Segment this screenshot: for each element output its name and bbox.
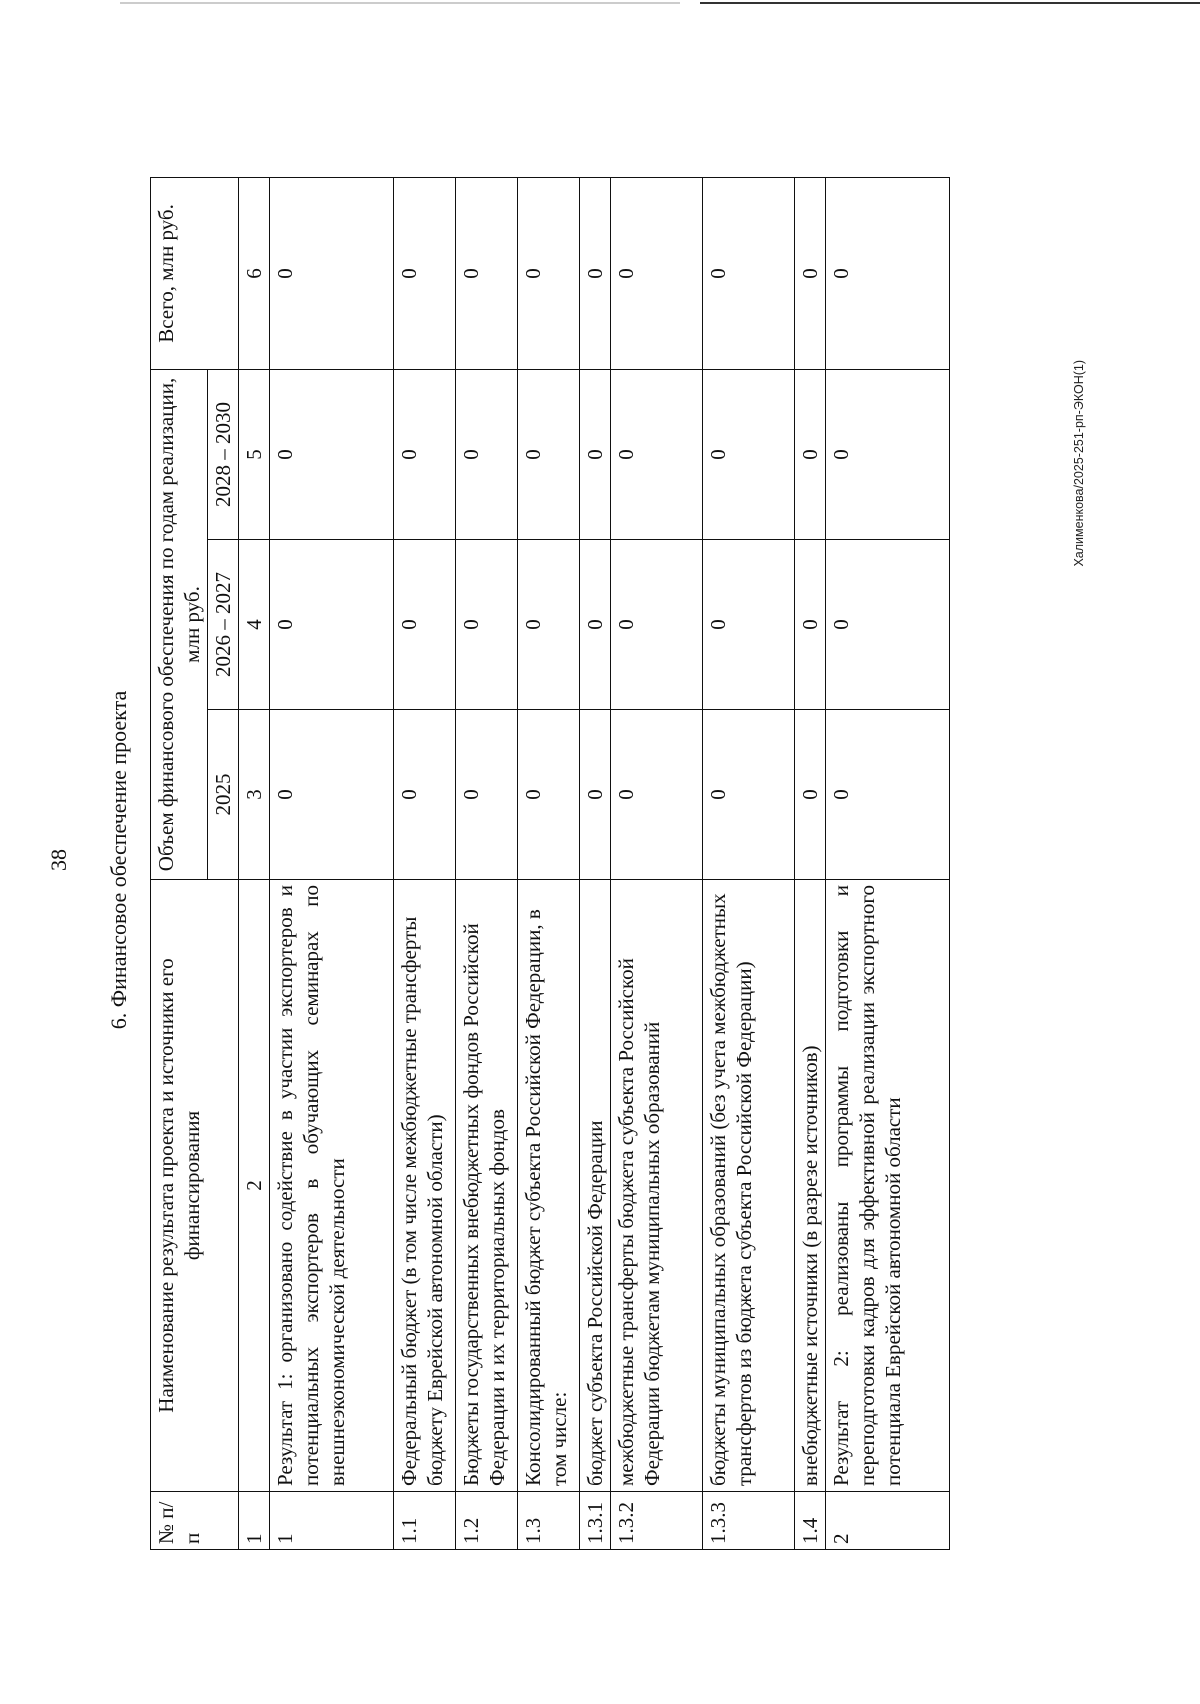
row-value-2025: 0 xyxy=(795,710,826,880)
row-num: 1.3 xyxy=(518,1492,580,1550)
row-value-2025: 0 xyxy=(611,710,703,880)
row-value-2028-2030: 0 xyxy=(518,369,580,539)
header-num: № п/п xyxy=(151,1492,239,1550)
table-row xyxy=(456,177,518,1549)
row-value-2028-2030: 0 xyxy=(826,369,950,539)
rotated-page xyxy=(0,80,1100,1640)
row-value-total: 0 xyxy=(580,177,611,369)
row-num: 1.3.1 xyxy=(580,1492,611,1550)
scan-edge-artifact xyxy=(0,0,1200,10)
scan-line xyxy=(700,2,1200,4)
table-row xyxy=(795,177,826,1549)
table-row xyxy=(703,177,795,1549)
row-value-total: 0 xyxy=(795,177,826,369)
header-volume: Объем финансового обеспечения по годам реализации, млн руб. xyxy=(151,369,208,879)
table-row xyxy=(826,177,950,1549)
row-num: 1.4 xyxy=(795,1492,826,1550)
table-row xyxy=(518,177,580,1549)
header-name: Наименование результата проекта и источники его финансирования xyxy=(151,880,239,1492)
scan-line xyxy=(120,2,680,4)
row-value-2025: 0 xyxy=(518,710,580,880)
row-value-2026-2027: 0 xyxy=(795,540,826,710)
row-value-2025: 0 xyxy=(826,710,950,880)
row-value-2028-2030: 0 xyxy=(456,369,518,539)
row-value-2025: 0 xyxy=(580,710,611,880)
row-num: 1 xyxy=(270,1492,394,1550)
row-value-total: 0 xyxy=(518,177,580,369)
row-value-total: 0 xyxy=(456,177,518,369)
row-value-total: 0 xyxy=(826,177,950,369)
table-row xyxy=(394,177,456,1549)
header-total: Всего, млн руб. xyxy=(151,177,239,369)
row-value-2025: 0 xyxy=(703,710,795,880)
column-index: 5 xyxy=(239,369,270,539)
section-title: 6. Финансовое обеспечение проекта xyxy=(106,690,131,1030)
row-value-total: 0 xyxy=(270,177,394,369)
row-value-2026-2027: 0 xyxy=(580,540,611,710)
row-name: внебюджетные источники (в разрезе источников) xyxy=(795,880,826,1492)
column-index: 1 xyxy=(239,1492,270,1550)
row-value-2028-2030: 0 xyxy=(270,369,394,539)
row-value-total: 0 xyxy=(394,177,456,369)
row-name: межбюджетные трансферты бюджета субъекта Российской Федерации бюджетам муниципальных образований xyxy=(611,880,703,1492)
row-name: бюджет субъекта Российской Федерации xyxy=(580,880,611,1492)
row-name: Консолидированный бюджет субъекта Российской Федерации, в том числе: xyxy=(518,880,580,1492)
document-code: Халименкова/2025-251-рп-ЭКОН(1) xyxy=(1072,360,1086,567)
row-value-2026-2027: 0 xyxy=(703,540,795,710)
row-num: 1.3.3 xyxy=(703,1492,795,1550)
header-year-2028-2030: 2028 – 2030 xyxy=(208,369,239,539)
row-value-2025: 0 xyxy=(270,710,394,880)
row-num: 1.3.2 xyxy=(611,1492,703,1550)
header-year-2026-2027: 2026 – 2027 xyxy=(208,540,239,710)
column-index: 4 xyxy=(239,540,270,710)
row-name: Федеральный бюджет (в том числе межбюджетные трансферты бюджету Еврейской автономной области) xyxy=(394,880,456,1492)
table-row xyxy=(580,177,611,1549)
column-index: 6 xyxy=(239,177,270,369)
financing-table xyxy=(150,177,950,1550)
row-value-total: 0 xyxy=(611,177,703,369)
row-value-2026-2027: 0 xyxy=(456,540,518,710)
row-value-2025: 0 xyxy=(456,710,518,880)
row-name: Результат 1: организовано содействие в участии экспортеров и потенциальных экспортеров в обучающих семинарах по внешнеэкономической деятельности xyxy=(270,880,394,1492)
row-value-2026-2027: 0 xyxy=(518,540,580,710)
row-value-total: 0 xyxy=(703,177,795,369)
column-index: 2 xyxy=(239,880,270,1492)
row-value-2028-2030: 0 xyxy=(611,369,703,539)
row-value-2026-2027: 0 xyxy=(270,540,394,710)
row-value-2026-2027: 0 xyxy=(394,540,456,710)
column-index-row xyxy=(239,177,270,1549)
table-row xyxy=(270,177,394,1549)
row-value-2026-2027: 0 xyxy=(611,540,703,710)
row-value-2028-2030: 0 xyxy=(580,369,611,539)
row-num: 1.1 xyxy=(394,1492,456,1550)
table-row xyxy=(611,177,703,1549)
column-index: 3 xyxy=(239,710,270,880)
row-value-2026-2027: 0 xyxy=(826,540,950,710)
row-value-2028-2030: 0 xyxy=(703,369,795,539)
row-value-2028-2030: 0 xyxy=(394,369,456,539)
header-year-2025: 2025 xyxy=(208,710,239,880)
header-row-1 xyxy=(151,177,208,1549)
row-num: 1.2 xyxy=(456,1492,518,1550)
row-value-2025: 0 xyxy=(394,710,456,880)
row-name: бюджеты муниципальных образований (без учета межбюджетных трансфертов из бюджета субъекта Российской Федерации) xyxy=(703,880,795,1492)
row-name: Результат 2: реализованы программы подготовки и переподготовки кадров для эффективной реализации экспортного потенциала Еврейской автономной области xyxy=(826,880,950,1492)
page-number: 38 xyxy=(46,849,71,871)
row-num: 2 xyxy=(826,1492,950,1550)
row-name: Бюджеты государственных внебюджетных фондов Российской Федерации и их территориальных фондов xyxy=(456,880,518,1492)
row-value-2028-2030: 0 xyxy=(795,369,826,539)
